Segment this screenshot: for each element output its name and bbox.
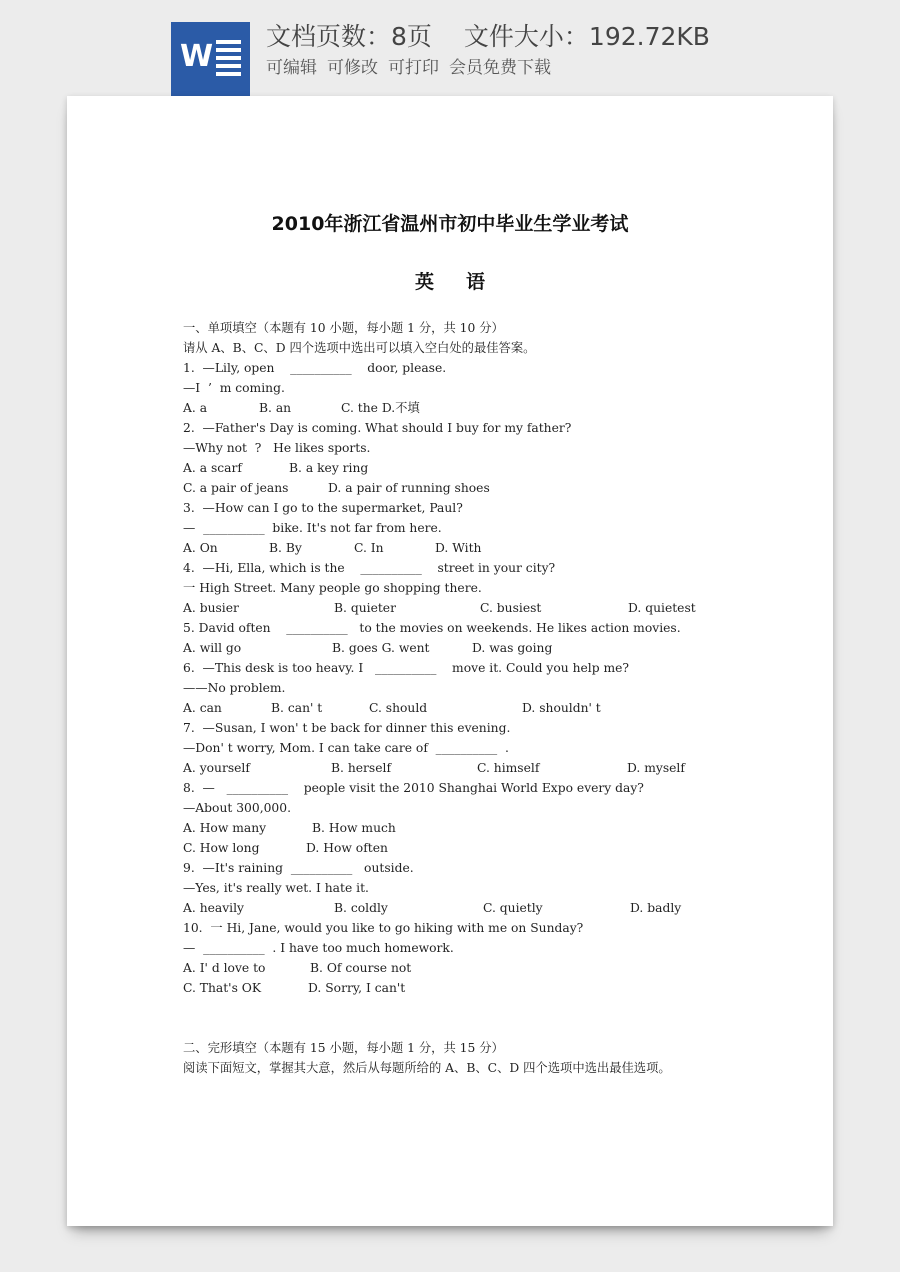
line-text: — __________ . I have too much homework. [183,941,454,955]
question-line [183,658,803,678]
option-text: A. will go [183,641,242,655]
question-line [183,738,803,758]
file-meta [266,20,710,54]
question-line [183,498,803,518]
question-line [183,878,803,898]
line-text: 1. —Lily, open __________ door, please. [183,361,447,375]
question-line [183,558,803,578]
word-file-icon [171,22,250,96]
option-text: A. can [183,701,222,715]
option-text: C. busiest [480,601,542,615]
option-text: B. a key ring [289,461,369,475]
question-line [183,778,803,798]
option-text: D. a pair of running shoes [328,481,490,495]
option-text: C. In [354,541,384,555]
section-1-instruction: 请从 A、B、C、D 四个选项中选出可以填入空白处的最佳答案。 [183,341,536,355]
option-text: A. How many [183,821,267,835]
option-text: B. By [269,541,302,555]
line-text: —I ’ m coming. [183,381,285,395]
options-line [183,838,803,858]
option-text: A. heavily [183,901,244,915]
question-line [183,438,803,458]
question-line [183,938,803,958]
option-text: D. quietest [628,601,696,615]
options-line [183,758,803,778]
question-line [183,918,803,938]
option-text: C. should [369,701,428,715]
line-text: ——No problem. [183,681,286,695]
option-text: C. That's OK [183,981,262,995]
exam-title: 2010年浙江省温州市初中毕业生学业考试 [271,213,629,235]
options-line [183,698,803,718]
option-text: D. How often [306,841,388,855]
question-line [183,858,803,878]
option-text: A. busier [183,601,239,615]
question-line [183,618,803,638]
options-line [183,458,803,478]
option-text: B. an [259,401,292,415]
download-banner [0,0,900,100]
option-text: B. can' t [271,701,323,715]
options-line [183,978,803,998]
feature-modifiable: 可修改 [327,58,378,78]
option-text: D. Sorry, I can't [308,981,406,995]
question-line [183,358,803,378]
line-text: —About 300,000. [183,801,291,815]
question-line [183,418,803,438]
line-text: 3. —How can I go to the supermarket, Paul? [183,501,463,515]
word-logo-letter: W [180,39,214,74]
question-line [183,678,803,698]
options-line [183,398,803,418]
line-text: 一 High Street. Many people go shopping there. [183,581,482,595]
question-line [183,798,803,818]
file-size: 文件大小：192.72KB [463,22,710,51]
section-1 [183,318,803,998]
option-text: D. badly [630,901,682,915]
option-text: A. On [183,541,218,555]
option-text: B. goes G. went [332,641,430,655]
option-text: A. yourself [183,761,250,775]
question-line [183,378,803,398]
question-line [183,518,803,538]
option-text: A. a [183,401,208,415]
option-text: D. shouldn' t [522,701,601,715]
line-text: 2. —Father's Day is coming. What should I buy for my father? [183,421,572,435]
option-text: C. How long [183,841,260,855]
line-text: 8. — __________ people visit the 2010 Shanghai World Expo every day? [183,781,644,795]
feature-list [266,56,561,80]
line-text: 9. —It's raining __________ outside. [183,861,414,875]
options-line [183,478,803,498]
line-text: 10. 一 Hi, Jane, would you like to go hiking with me on Sunday? [183,921,584,935]
option-text: B. How much [312,821,396,835]
options-line [183,638,803,658]
feature-printable: 可打印 [388,58,439,78]
line-text: —Why not ? He likes sports. [183,441,371,455]
option-text: B. quieter [334,601,396,615]
option-text: C. quietly [483,901,543,915]
exam-subject: 英语 [414,271,517,293]
option-text: A. I' d love to [183,961,266,975]
question-line [183,718,803,738]
option-text: D. myself [627,761,685,775]
option-text: D. was going [472,641,553,655]
line-text: 6. —This desk is too heavy. I __________ move it. Could you help me? [183,661,630,675]
section-1-header: 一、单项填空（本题有 10 小题，每小题 1 分，共 10 分） [183,321,504,335]
options-line [183,538,803,558]
line-text: — __________ bike. It's not far from here. [183,521,442,535]
option-text: D. With [435,541,482,555]
line-text: —Yes, it's really wet. I hate it. [183,881,369,895]
feature-member-download: 会员免费下载 [449,58,551,78]
option-text: C. himself [477,761,540,775]
feature-editable: 可编辑 [266,58,317,78]
options-line [183,958,803,978]
line-text: —Don' t worry, Mom. I can take care of __________ . [183,741,509,755]
line-text: 5. David often __________ to the movies on weekends. He likes action movies. [183,621,681,635]
options-line [183,598,803,618]
line-text: 7. —Susan, I won' t be back for dinner this evening. [183,721,511,735]
option-text: C. a pair of jeans [183,481,289,495]
document-page: 2010年浙江省温州市初中毕业生学业考试 英语 一、单项填空（本题有 10 小题，每小题 1 分，共 10 分） 请从 A、B、C、D 四个选项中选出可以填入空白处的最佳答案。 1. —Lily, open __________ door, please. —I ’ m coming. A. a B. an C. the D.不填 2. —Father's Day is coming. What should I buy for my father? —Why not ? He likes sports. A. a scarf B. a key ring C. a pair of jeans D. a pair of running shoes 3. —How can I go to the supermarket, Paul? — __________ bike. It's not far from here. A. On B. By C. In D. With 4. —Hi, Ella, which is the __________ street in your city? 一 High Street. Many people go shopping there. A. busier B. quieter C. busiest D. quietest 5. David often __________ to the movies on weekends. He likes action movies. A. will go B. goes G. went D. was going 6. —This desk is too heavy. I __________ move it. Could you help me? ——No problem. A. can B. can' t C. should D. shouldn' t 7. —Susan, I won' t be back for dinner this evening. —Don' t worry, Mom. I can take care of __________ . A. yourself B. herself C. himself D. myself 8. — __________ people visit the 2010 Shanghai World Expo every day? —About 300,000. A. How many B. How much C. How long D. How often 9. —It's raining __________ outside. —Yes, it's really wet. I hate it. A. heavily B. coldly C. quietly D. badly 10. 一 Hi, Jane, would you like to go hiking with me on Sunday? — __________ . I have too much homework. A. I' d love to B. Of course not C. That's OK D. Sorry, I can't 二、完形填空（本题有 15 小题，每小题 1 分，共 15 分） 阅读下面短文，掌握其大意，然后从每题所给的 A、B、C、D 四个选项中选出最佳选项。 [67,96,833,1226]
option-text: A. a scarf [183,461,242,475]
option-text: B. Of course not [310,961,412,975]
page-count: 文档页数：8页 [266,22,432,51]
options-line [183,898,803,918]
option-text: B. herself [331,761,392,775]
question-line [183,578,803,598]
line-text: 4. —Hi, Ella, which is the __________ street in your city? [183,561,556,575]
options-line [183,818,803,838]
option-text: B. coldly [334,901,388,915]
option-text: C. the D.不填 [341,401,420,415]
word-logo-lines [216,40,241,80]
